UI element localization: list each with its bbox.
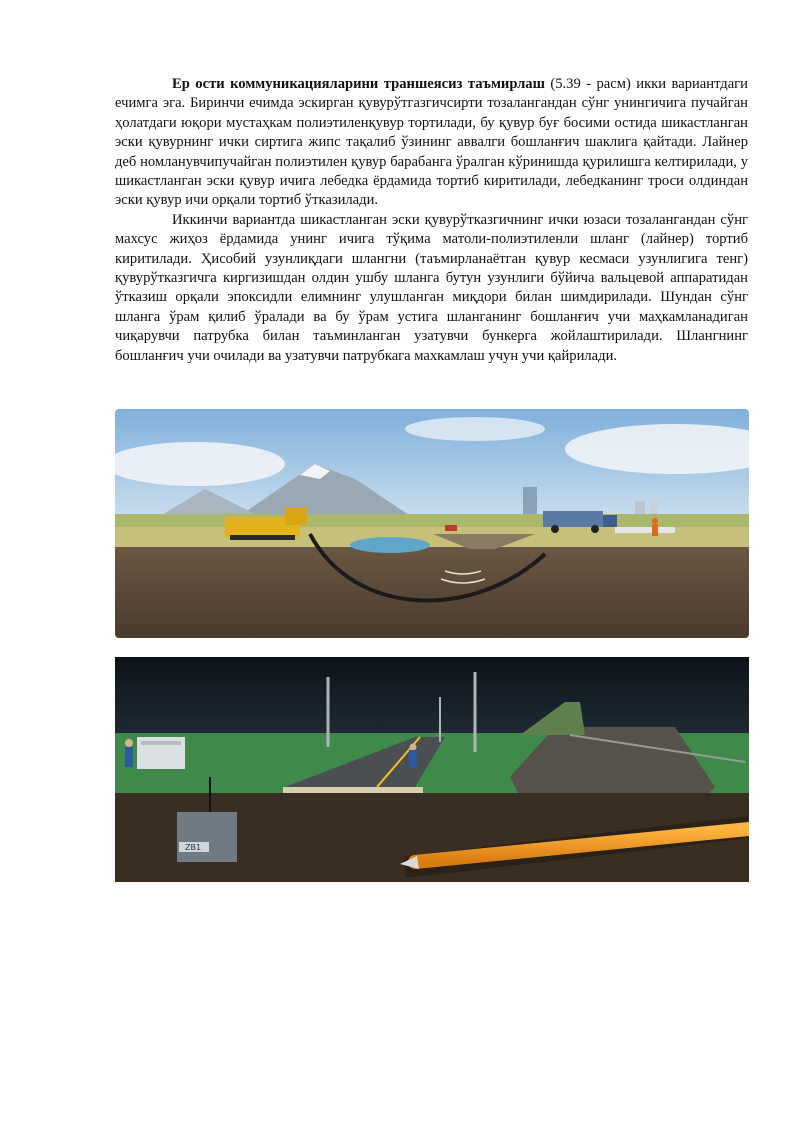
liner-illustration	[115, 657, 749, 882]
generator-unit	[137, 737, 185, 769]
paragraph-1-lead: Ер ости коммуникацияларини траншеясиз таъмирлаш	[172, 76, 545, 92]
drilling-illustration	[115, 409, 749, 638]
worker-left-body	[125, 747, 133, 767]
body-text	[115, 75, 748, 366]
car	[445, 525, 457, 531]
paragraph-2: Иккинчи вариантда шикастланган эски қувурўтказгичнинг ички юзаси тозалангандан сўнг махсус жиҳоз ёрдамида унинг ичига тўқима матоли-полиэтиленли шланг (лайнер) тортиб киритилади. Ҳисобий узунлиқдаги шлангни (таъмирланаётган қувур кесмаси узунлигига тенг) қувурўтказгичга киргизишдан олдин ушбу шланга бутун узунлиги бўйича вальцевой аппаратидан ўтказиш орқали эпоксидли елимнинг улушланган миқдори билан шимдирилади. Шундан сўнг шланга ўрам қилиб ўралади ва бу ўрам устига шланганинг бошланғич учи маҳкамланадиган чиқарувчи патрубка билан таъминланган узатувчи бункерга жойлаштирилади. Шлангнинг бошланғич учи очилади ва узатувчи патрубкага махкамлаш учун учи қайрилади.	[115, 211, 748, 364]
paragraph-1-rest: (5.39 - расм) икки вариантдаги ечимга эга. Биринчи ечимда эскирган қувурўтгазгичсирти тозалангандан сўнг унингичига пучайган ҳолатдаги юқори мустаҳкам полиэтиленқувур тортилади, бу қувур буғ босими остида шикастланган эски қувурнинг ички сиртига жипс тақалиб ўзининг аввалги бошланғич шаклига қайтади. Лайнер деб номланувчипучайган полиэтилен қувур барабанга ўралган кўринишда қурилишга келтирилади, у шикастланган эски қувур ичига лебедка ёрдамида тортиб киритилади, лебедканинг троси олдиндан эски қувур ичи орқали тортиб ўтказилади.	[115, 76, 748, 209]
figure-liner-installation	[115, 657, 749, 882]
worker-road-body	[409, 750, 417, 768]
worker	[652, 518, 658, 524]
worker-body	[652, 524, 658, 536]
unit-label: ZB1	[185, 843, 202, 852]
paragraph-1	[115, 75, 748, 211]
worker-road	[410, 744, 417, 751]
night-sky	[115, 657, 749, 737]
pipe-string	[615, 527, 675, 533]
inversion-shaft	[177, 812, 237, 862]
pond	[350, 537, 430, 553]
cloud	[405, 417, 545, 441]
worker-left	[125, 739, 133, 747]
soil	[115, 547, 749, 638]
figure-directional-drilling	[115, 409, 749, 638]
